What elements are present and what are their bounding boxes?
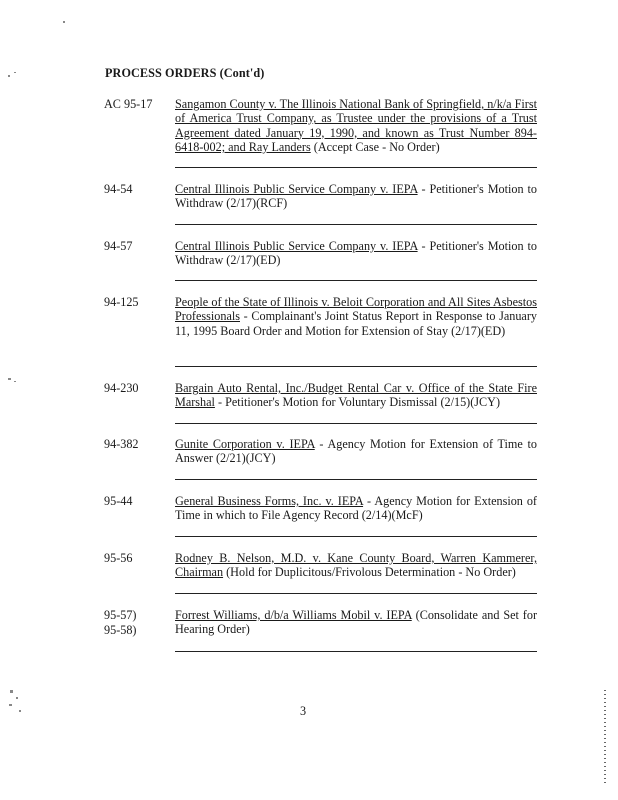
case-entry — [175, 437, 537, 466]
case-detail: - Petitioner's Motion to Withdraw (2/17)(ED) — [175, 239, 537, 268]
case-detail: (Hold for Duplicitous/Frivolous Determination - No Order) — [223, 565, 516, 580]
separator-line — [175, 280, 537, 281]
separator-line — [175, 479, 537, 480]
case-entry — [175, 182, 537, 211]
case-title: Sangamon County v. The Illinois National Bank of Springfield, n/k/a First of America Trust Company, as Trustee under the provisions of a Trust Agreement dated January 19, 1990, and known as Trust Number 894-6418-002; and Ray Landers — [175, 97, 537, 154]
docket-number: AC 95-17 — [104, 97, 153, 111]
docket-number: 94-54 — [104, 182, 133, 196]
page-number: 3 — [300, 704, 307, 718]
case-detail: - Agency Motion for Extension of Time in which to File Agency Record (2/14)(McF) — [175, 494, 537, 523]
case-detail: (Accept Case - No Order) — [310, 139, 440, 154]
case-title: Gunite Corporation v. IEPA — [175, 437, 315, 451]
scan-speck — [63, 21, 65, 23]
scan-speck — [8, 75, 10, 77]
scan-speck — [9, 704, 12, 706]
docket-number: 94-125 — [104, 295, 139, 309]
case-title: General Business Forms, Inc. v. IEPA — [175, 494, 364, 508]
case-title: Bargain Auto Rental, Inc./Budget Rental Car v. Office of the State Fire Marshal — [175, 381, 537, 410]
case-title: Central Illinois Public Service Company v. IEPA — [175, 182, 418, 196]
case-title: Rodney B. Nelson, M.D. v. Kane County Board, Warren Kammerer, Chairman — [175, 551, 537, 580]
scan-edge-artifact — [604, 690, 606, 785]
case-entry — [175, 551, 537, 580]
case-detail: - Petitioner's Motion to Withdraw (2/17)(RCF) — [175, 182, 537, 211]
scan-speck — [14, 72, 16, 73]
docket-number: 95-56 — [104, 551, 133, 565]
docket-number: 95-44 — [104, 494, 133, 508]
scan-speck — [10, 690, 13, 693]
case-detail: - Agency Motion for Extension of Time to Answer (2/21)(JCY) — [175, 437, 537, 466]
case-entry — [175, 239, 537, 268]
separator-line — [175, 366, 537, 367]
case-title: Forrest Williams, d/b/a Williams Mobil v. IEPA — [175, 608, 412, 622]
separator-line — [175, 224, 537, 225]
separator-line — [175, 536, 537, 537]
separator-line — [175, 593, 537, 594]
case-entry — [175, 494, 537, 523]
docket-number: 94-382 — [104, 437, 139, 451]
case-detail: - Petitioner's Motion for Voluntary Dismissal (2/15)(JCY) — [214, 395, 501, 410]
scan-speck — [19, 710, 21, 712]
page-heading: PROCESS ORDERS (Cont'd) — [105, 66, 265, 80]
separator-line — [175, 651, 537, 652]
separator-line — [175, 167, 537, 168]
case-title: People of the State of Illinois v. Beloit Corporation and All Sites Asbestos Professionals — [175, 295, 537, 324]
docket-number: 94-230 — [104, 381, 139, 395]
docket-number: 95-57) 95-58) — [104, 608, 137, 637]
case-entry — [175, 381, 537, 410]
case-detail: - Complainant's Joint Status Report in Response to January 11, 1995 Board Order and Motion for Extension of Stay (2/17)(ED) — [175, 309, 537, 338]
separator-line — [175, 423, 537, 424]
case-entry — [175, 295, 537, 338]
docket-number: 94-57 — [104, 239, 133, 253]
scan-speck — [14, 381, 16, 382]
case-entry — [175, 608, 537, 637]
case-detail: (Consolidate and Set for Hearing Order) — [175, 608, 537, 637]
case-entry — [175, 97, 537, 154]
case-title: Central Illinois Public Service Company v. IEPA — [175, 239, 418, 253]
scan-speck — [8, 378, 11, 380]
scan-speck — [16, 697, 18, 699]
